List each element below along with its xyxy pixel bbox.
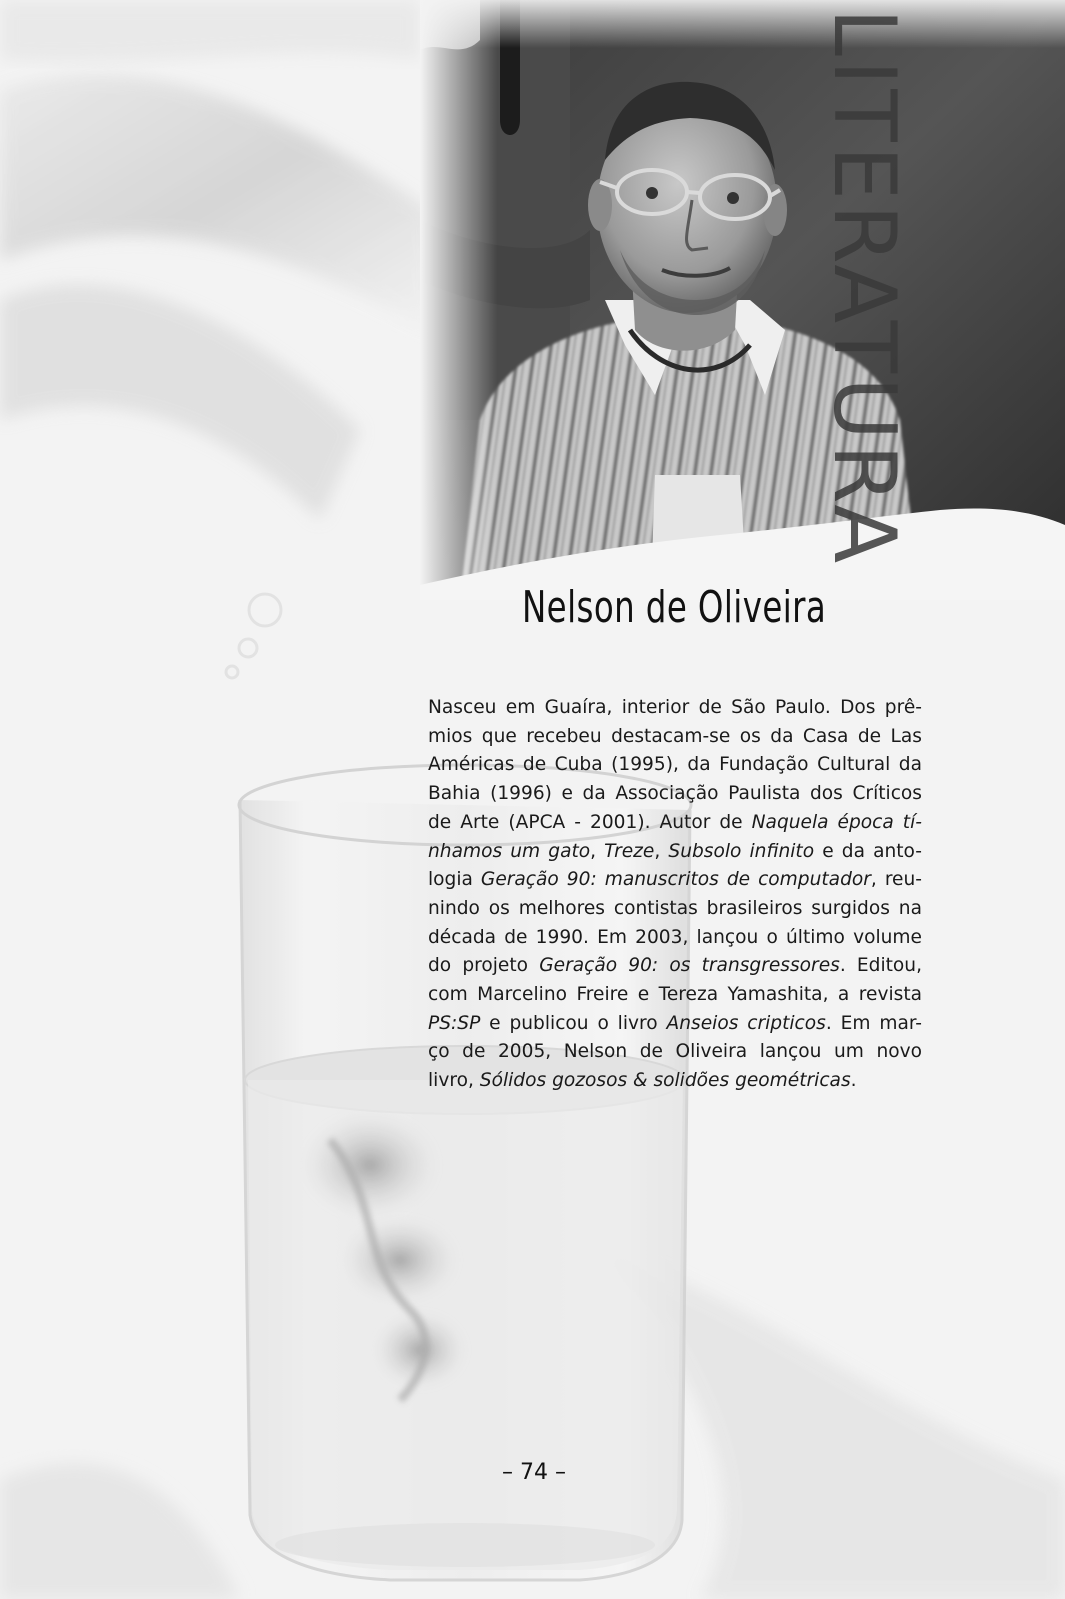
bio-line: PS:SP e publicou o livro Anseios cripticos. Em mar- xyxy=(428,1012,923,1034)
bio-line: Bahia (1996) e da Associação Paulista dos Críticos xyxy=(428,783,922,805)
bio-line: Américas de Cuba (1995), da Fundação Cultural da xyxy=(428,754,922,776)
bio-line: nindo os melhores contistas brasileiros surgidos na xyxy=(428,897,922,919)
bio-line: livro, Sólidos gozosos & solidões geométricas. xyxy=(428,1070,857,1092)
book-title: Naquela época tí- xyxy=(751,811,922,833)
bio-line: do projeto Geração 90: os transgressores. Editou, xyxy=(428,955,922,977)
book-title: Subsolo infinito xyxy=(668,840,815,862)
bio-line: logia Geração 90: manuscritos de computador, reu- xyxy=(428,869,922,891)
vertical-title: LITERATURA xyxy=(814,8,914,568)
book-title: Treze xyxy=(604,840,655,862)
bio-line: com Marcelino Freire e Tereza Yamashita, a revista xyxy=(428,984,922,1006)
bio-line: nhamos um gato, Treze, Subsolo infinito e da anto- xyxy=(428,840,922,862)
book-title: Sólidos gozosos & solidões geométricas xyxy=(479,1070,851,1092)
bio-line: Nasceu em Guaíra, interior de São Paulo. Dos prê- xyxy=(428,697,922,718)
author-name: Nelson de Oliveira xyxy=(522,582,827,633)
bio-line: década de 1990. Em 2003, lançou o último volume xyxy=(428,926,922,948)
magazine-title: PS:SP xyxy=(428,1012,481,1034)
book-title: Geração 90: os transgressores xyxy=(539,955,840,977)
author-photo xyxy=(420,0,1065,600)
book-title: Anseios cripticos xyxy=(666,1012,826,1034)
bio-paragraph xyxy=(428,694,922,1096)
book-title: nhamos um gato xyxy=(428,840,591,862)
bio-line: mios que recebeu destacam-se os da Casa de Las xyxy=(428,725,922,747)
bio-line: ço de 2005, Nelson de Oliveira lançou um novo xyxy=(428,1041,922,1063)
bio-line: de Arte (APCA - 2001). Autor de Naquela época tí- xyxy=(428,811,922,833)
book-title: Geração 90: manuscritos de computador xyxy=(480,869,871,891)
page-number: – 74 – xyxy=(502,1460,566,1485)
